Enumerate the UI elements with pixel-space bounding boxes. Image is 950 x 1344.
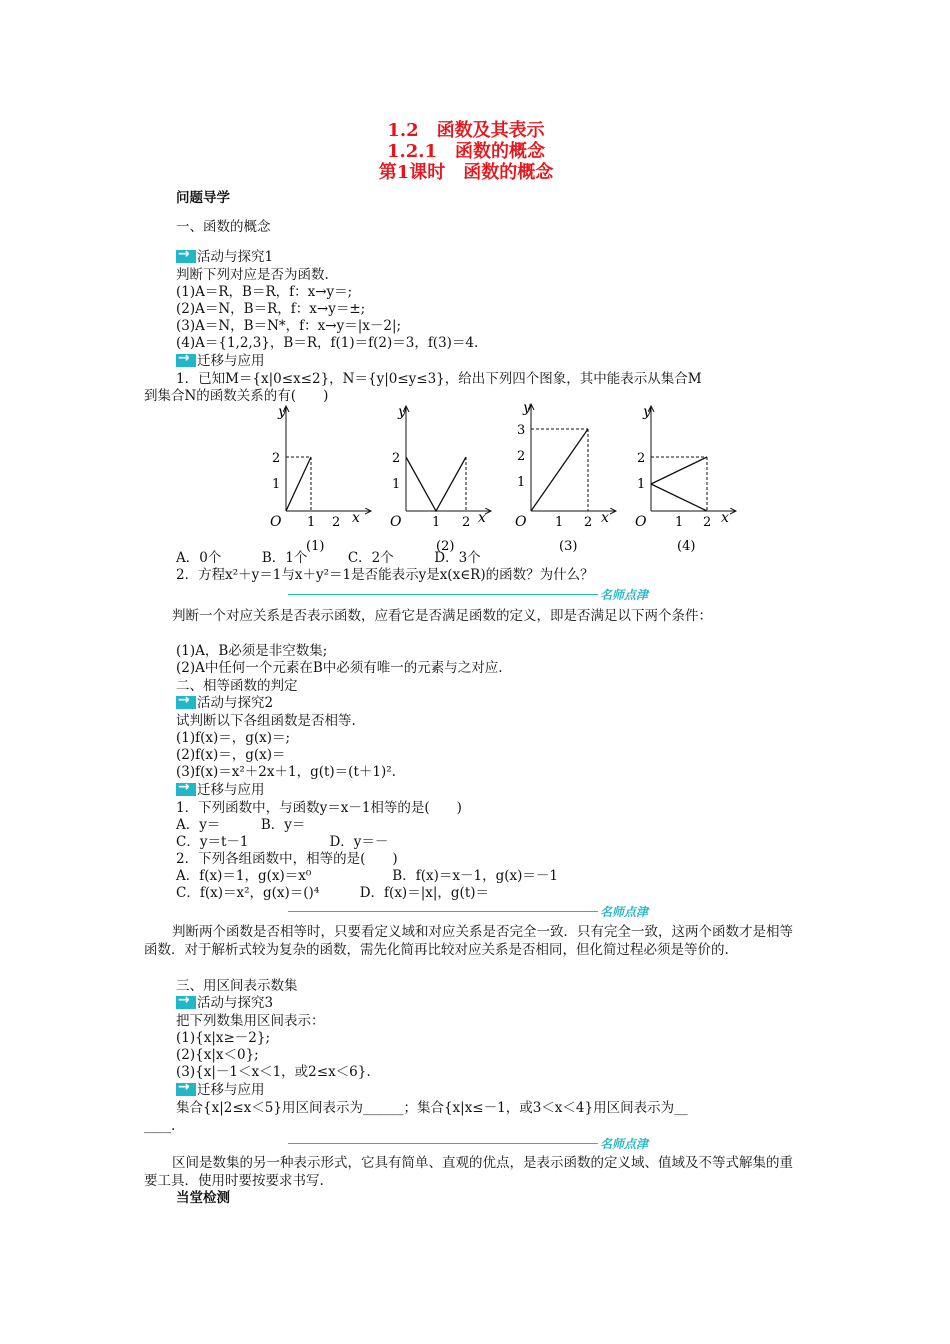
graph-label: (3) — [559, 539, 578, 554]
question1-text: 1．已知M＝{x|0≤x≤2}，N＝{y|0≤y≤3}，给出下列四个图象，其中能表示从集合M — [176, 371, 702, 387]
tip-badge: 名师点津 — [600, 588, 649, 602]
activity3-heading: →活动与探究3 — [176, 995, 273, 1012]
svg-text:O: O — [270, 514, 282, 530]
part1-heading: 一、函数的概念 — [176, 219, 271, 235]
svg-text:1: 1 — [517, 475, 526, 490]
arrow-icon — [176, 1083, 196, 1096]
tip-divider — [288, 1135, 798, 1151]
activity3-item: (1){x|x≥－2}; — [176, 1030, 271, 1046]
activity1-item: (3)A＝N，B＝N*，f：x→y＝|x－2|; — [176, 318, 402, 334]
svg-text:2: 2 — [703, 515, 712, 530]
svg-text:y: y — [398, 404, 406, 420]
application3-text-cont: ____. — [144, 1118, 176, 1134]
svg-text:1: 1 — [675, 515, 684, 530]
activity2-question: 试判断以下各组函数是否相等. — [176, 713, 356, 729]
arrow-icon — [176, 250, 196, 263]
svg-text:x: x — [478, 510, 486, 526]
activity1-item: (1)A＝R，B＝R，f：x→y＝; — [176, 284, 353, 300]
graph-label: (1) — [306, 539, 325, 554]
svg-text:x: x — [352, 510, 360, 526]
svg-text:2: 2 — [272, 451, 281, 466]
guide-heading: 问题导学 — [176, 190, 230, 206]
tip-badge: 名师点津 — [600, 905, 649, 919]
svg-text:O: O — [390, 514, 402, 530]
tip3-text: 区间是数集的另一种表示形式，它具有简单、直观的优点，是表示函数的定义域、值域及不等式解集的重要工具．使用时要按要求书写. — [144, 1155, 793, 1189]
tip-badge: 名师点津 — [600, 1137, 649, 1151]
svg-text:2: 2 — [332, 515, 341, 530]
arrow-icon — [176, 696, 196, 709]
svg-text:2: 2 — [462, 515, 471, 530]
graph-label: (2) — [436, 539, 455, 554]
svg-text:y: y — [523, 400, 531, 416]
activity3-question: 把下列数集用区间表示： — [176, 1013, 325, 1029]
tip1-condition: (2)A中任何一个元素在B中必须有唯一的元素与之对应. — [176, 660, 503, 676]
tip1-condition: (1)A，B必须是非空数集; — [176, 643, 328, 659]
tip2-text: 判断两个函数是否相等时，只要看定义域和对应关系是否完全一致．只有完全一致，这两个函数才是相等函数．对于解析式较为复杂的函数，需先化简再比较对应关系是否相同，但化简过程必须是等价的. — [144, 924, 793, 958]
graph-4 — [635, 404, 736, 554]
application2-line: C．y＝t－1 D．y＝－ — [176, 834, 389, 850]
application2-line: C．f(x)＝x²，g(x)＝()⁴ D．f(x)＝|x|，g(t)＝ — [176, 885, 490, 901]
question1-text-cont: 到集合N的函数关系的有( ) — [144, 388, 329, 404]
application1-heading: →迁移与应用 — [176, 353, 265, 370]
application2-line: A．y＝ B．y＝ — [176, 817, 306, 833]
arrow-icon — [176, 783, 196, 796]
tip-divider — [288, 586, 798, 602]
part3-heading: 三、用区间表示数集 — [176, 978, 298, 994]
tip-divider — [288, 903, 798, 919]
svg-text:2: 2 — [517, 449, 526, 464]
svg-text:1: 1 — [555, 515, 564, 530]
graph-3 — [515, 400, 616, 554]
activity3-item: (2){x|x＜0}; — [176, 1047, 259, 1063]
activity1-item: (2)A＝N，B＝R，f：x→y＝±; — [176, 301, 366, 317]
part2-heading: 二、相等函数的判定 — [176, 678, 298, 694]
question2-text: 2．方程x²＋y＝1与x＋y²＝1是否能表示y是x(x∈R)的函数？为什么？ — [176, 567, 594, 583]
function-graphs — [266, 396, 729, 556]
svg-text:x: x — [601, 510, 609, 526]
application3-heading: →迁移与应用 — [176, 1082, 265, 1099]
activity2-heading: →活动与探究2 — [176, 695, 273, 712]
svg-text:y: y — [643, 404, 651, 420]
application2-line: A．f(x)＝1，g(x)＝x⁰ B．f(x)＝x－1，g(x)＝－1 — [176, 868, 558, 884]
graph-2 — [390, 404, 491, 554]
graph-label: (4) — [677, 539, 696, 554]
subsection-title: 1.2.1 函数的概念 — [386, 141, 546, 162]
activity2-item: (2)f(x)＝，g(x)＝ — [176, 747, 286, 763]
question1-options: A．0个 B．1个 C．2个 D．3个 — [176, 550, 481, 566]
svg-text:1: 1 — [637, 477, 646, 492]
application2-line: 2．下列各组函数中，相等的是( ) — [176, 851, 398, 867]
activity2-item: (1)f(x)＝，g(x)＝; — [176, 730, 291, 746]
lesson-title: 第1课时 函数的概念 — [378, 162, 554, 183]
tip1-text: 判断一个对应关系是否表示函数，应看它是否满足函数的定义，即是否满足以下两个条件： — [172, 608, 712, 624]
activity2-item: (3)f(x)＝x²＋2x＋1，g(t)＝(t＋1)². — [176, 764, 396, 780]
activity3-item: (3){x|－1＜x＜1，或2≤x＜6}. — [176, 1064, 371, 1080]
arrow-icon — [176, 354, 196, 367]
application2-line: 1．下列函数中，与函数y＝x－1相等的是( ) — [176, 800, 462, 816]
check-heading: 当堂检测 — [176, 1190, 230, 1206]
svg-text:2: 2 — [584, 515, 593, 530]
activity1-item: (4)A＝{1,2,3}，B＝R，f(1)＝f(2)＝3，f(3)＝4. — [176, 335, 479, 351]
svg-text:x: x — [721, 510, 729, 526]
section-title: 1.2 函数及其表示 — [387, 120, 545, 141]
arrow-icon — [176, 996, 196, 1009]
application3-text: 集合{x|2≤x＜5}用区间表示为______；集合{x|x≤－1，或3＜x＜4}用区间表示为__ — [176, 1100, 688, 1116]
svg-text:y: y — [278, 404, 286, 420]
svg-text:O: O — [635, 514, 647, 530]
svg-text:2: 2 — [392, 451, 401, 466]
graph-1 — [270, 404, 371, 554]
activity1-question: 判断下列对应是否为函数. — [176, 267, 329, 283]
svg-text:1: 1 — [307, 515, 316, 530]
svg-text:1: 1 — [272, 477, 281, 492]
svg-text:1: 1 — [392, 477, 401, 492]
svg-text:2: 2 — [637, 451, 646, 466]
svg-text:3: 3 — [517, 423, 526, 438]
svg-text:O: O — [515, 514, 527, 530]
svg-text:1: 1 — [432, 515, 441, 530]
activity1-heading: →活动与探究1 — [176, 249, 273, 266]
application2-heading: →迁移与应用 — [176, 782, 265, 799]
